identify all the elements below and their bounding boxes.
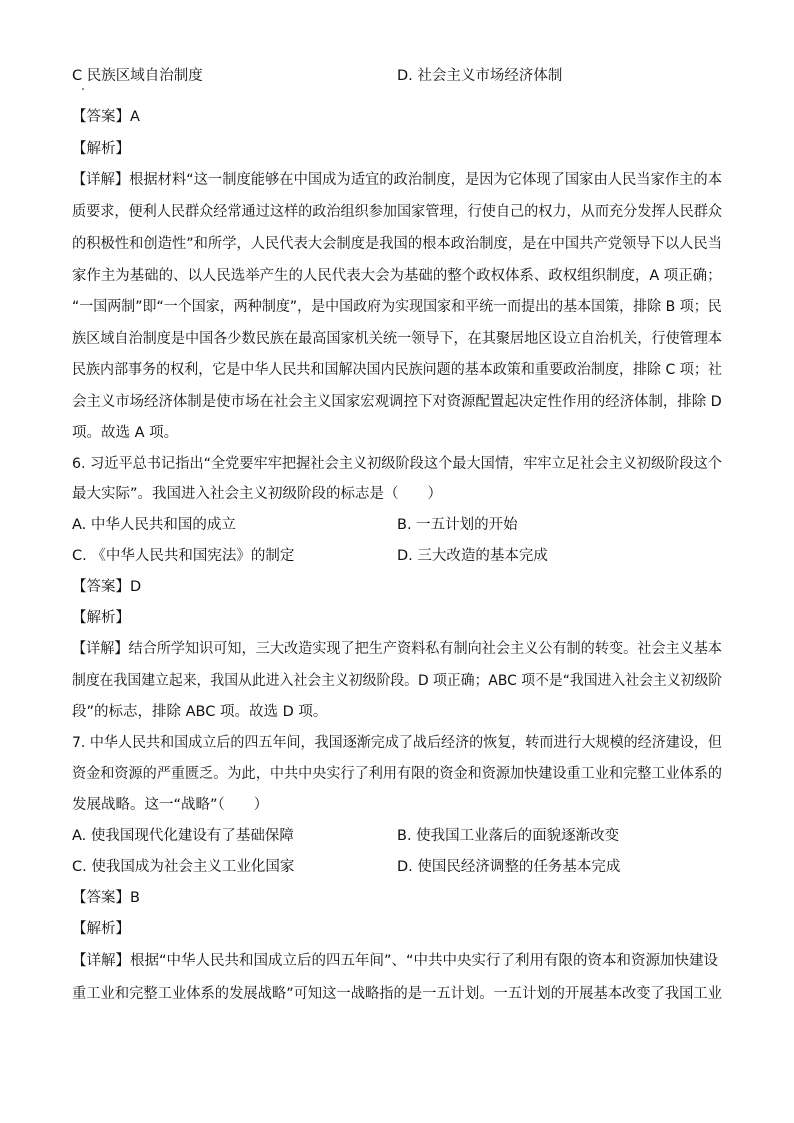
detail-tag: 【详解】: [72, 953, 130, 969]
q5-explanation-line: 民族内部事务的权利，它是中华人民共和国解决国内民族问题的基本政策和重要政治制度，排除 C 项；社: [72, 362, 722, 378]
q7-analysis-label: 【解析】: [72, 921, 130, 937]
q7-stem-line: 发展战略。这一“战略”（ ）: [72, 797, 269, 813]
q7-stem-line: 资金和资源的严重匮乏。为此，中共中央实行了利用有限的资金和资源加快建设重工业和完整工业体系的: [72, 766, 722, 782]
q5-option-d: D. 社会主义市场经济体制: [397, 68, 563, 84]
q5-explanation-line: [72, 170, 722, 190]
detail-tag: 【详解】: [72, 172, 130, 188]
q7-option-b: B. 使我国工业落后的面貌逐渐改变: [397, 828, 620, 844]
q5-analysis-label: 【解析】: [72, 141, 130, 157]
q7-answer: [72, 888, 140, 908]
q5-explanation-line: 的积极性和创造性”和所学，人民代表大会制度是我国的根本政治制度，是在中国共产党领导下以人民当: [72, 236, 722, 252]
q5-explanation-line: 会主义市场经济体制是使市场在社会主义国家宏观调控下对资源配置起决定性作用的经济体制，排除 D: [72, 394, 722, 410]
q5-explanation-line: 项。故选 A 项。: [72, 425, 179, 441]
stray-dot: [82, 88, 84, 90]
explanation-text: 根据材料“这一制度能够在中国成为适宜的政治制度，是因为它体现了国家由人民当家作主的本: [129, 172, 722, 188]
q6-stem-line: 最大实际”。我国进入社会主义初级阶段的标志是（ ）: [72, 486, 443, 502]
detail-tag: 【详解】: [72, 641, 129, 657]
explanation-text: 结合所学知识可知，三大改造实现了把生产资料私有制向社会主义公有制的转变。社会主义基本: [128, 641, 722, 657]
q5-answer: [72, 107, 140, 127]
q5-explanation-line: 质要求，便利人民群众经常通过这样的政治组织参加国家管理，行使自己的权力，从而充分发挥人民群众: [72, 204, 722, 220]
q6-option-c: C. 《中华人民共和国宪法》的制定: [72, 548, 295, 564]
q5-explanation-line: 族区域自治制度是中国各少数民族在最高国家机关统一领导下，在其聚居地区设立自治机关，行使管理本: [72, 331, 722, 347]
q6-option-b: B. 一五计划的开始: [397, 517, 518, 533]
answer-tag: 【答案】: [72, 890, 130, 906]
answer-value: A: [130, 109, 140, 125]
answer-value: D: [130, 579, 142, 595]
q6-analysis-label: 【解析】: [72, 610, 130, 626]
q7-explanation-line: [72, 951, 718, 971]
answer-value: B: [130, 890, 140, 906]
q5-option-c: C 民族区域自治制度: [72, 68, 203, 84]
q7-option-c: C. 使我国成为社会主义工业化国家: [72, 859, 295, 875]
q5-explanation-line: “一国两制”即“一个国家，两种制度”，是中国政府为实现国家和平统一而提出的基本国策，排除 B 项；民: [72, 299, 722, 315]
q6-option-a: A. 中华人民共和国的成立: [72, 517, 236, 533]
q6-stem-line: 6. 习近平总书记指出“全党要牢牢把握社会主义初级阶段这个最大国情，牢牢立足社会主义初级阶段这个: [72, 456, 722, 472]
q7-stem-line: 7. 中华人民共和国成立后的四五年间，我国逐渐完成了战后经济的恢复，转而进行大规模的经济建设，但: [72, 735, 722, 751]
q7-option-a: A. 使我国现代化建设有了基础保障: [72, 828, 294, 844]
explanation-text: 根据“中华人民共和国成立后的四五年间”、“中共中央实行了利用有限的资本和资源加快建设: [130, 953, 719, 969]
q7-option-d: D. 使国民经济调整的任务基本完成: [397, 859, 621, 875]
q7-explanation-line: 重工业和完整工业体系的发展战略”可知这一战略指的是一五计划。一五计划的开展基本改变了我国工业: [72, 986, 722, 1002]
q6-explanation-line: 段”的标志，排除 ABC 项。故选 D 项。: [72, 704, 328, 720]
q6-explanation-line: 制度在我国建立起来，我国从此进入社会主义初级阶段。D 项正确；ABC 项不是“我国进入社会主义初级阶: [72, 673, 723, 689]
answer-tag: 【答案】: [72, 109, 130, 125]
q6-explanation-line: [72, 639, 722, 659]
q6-option-d: D. 三大改造的基本完成: [397, 548, 548, 564]
answer-tag: 【答案】: [72, 579, 130, 595]
q6-answer: [72, 577, 141, 597]
q5-explanation-line: 家作主为基础的、以人民选举产生的人民代表大会为基础的整个政权体系、政权组织制度，A 项正确；: [72, 268, 722, 284]
